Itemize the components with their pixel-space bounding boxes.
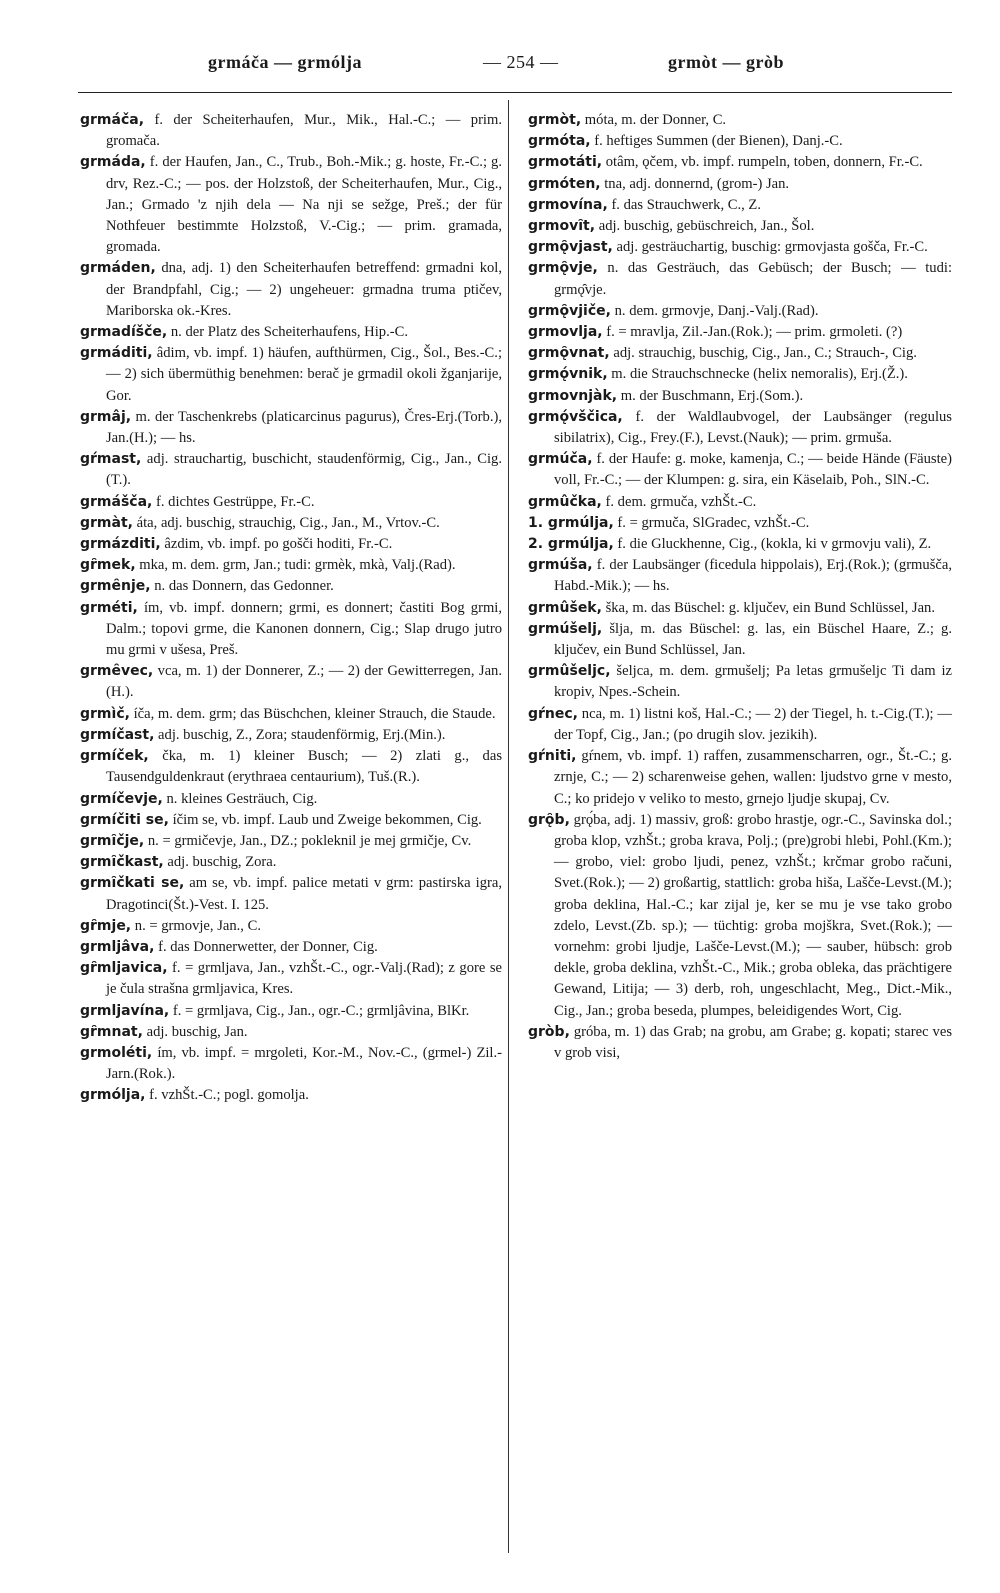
entry-definition: f. heftiges Summen (der Bienen), Danj.-C. [590,133,843,150]
entry-headword: grmovnjàk, [528,387,618,404]
page-header [78,48,952,76]
entry-definition: f. dichtes Gestrüppe, Fr.-C. [152,493,315,510]
entry-headword: grmáča, [80,112,145,128]
header-right-range: grmòt — gròb [668,52,784,72]
dictionary-entry [528,598,952,619]
entry-headword: grmázditi, [80,536,161,553]
entry-definition: n. das Donnern, das Gedonner. [150,578,334,595]
entry-definition: íčim se, vb. impf. Laub und Zweige bekommen, Cig. [168,811,482,828]
entry-headword: grmòt, [528,112,582,128]
entry-headword: grmáda, [80,154,146,171]
entry-definition: âdim, vb. impf. 1) häufen, aufthürmen, Cig., Šol., Bes.-C.; — 2) sich übermüthig benehmen: berač je grmadil okoli žganjarije, Gor. [106,345,502,404]
entry-definition: vca, m. 1) der Donnerer, Z.; — 2) der Gewitterregen, Jan.(H.). [106,663,502,701]
entry-headword: grméti, [80,599,138,616]
entry-definition: móta, m. der Donner, C. [581,112,727,128]
entry-definition: f. = grmuča, SlGradec, vzhŠt.-C. [613,514,810,531]
entry-headword: 1. grmúlja, [528,514,614,531]
entry-headword: grmíčevje, [80,790,163,807]
entry-headword: grmàt, [80,514,133,531]
dictionary-entry [528,343,952,364]
entry-headword: grmóta, [528,133,591,150]
entry-headword: 2. grmúlja, [528,536,614,553]
entry-definition: âzdim, vb. impf. po gošči hoditi, Fr.-C. [160,536,393,553]
entry-headword: grmûčka, [528,493,602,510]
right-column [528,110,952,1064]
entry-headword: grmȋčkati se, [80,875,185,892]
entry-definition: f. dem. grmuča, vzhŠt.-C. [601,493,757,510]
entry-headword: grmovína, [528,196,608,213]
header-rule [78,92,952,93]
entry-definition: čka, m. 1) kleiner Busch; — 2) zlati g., das Tausendguldenkraut (erythraea centaurium), Tuš.(R.). [106,748,502,786]
dictionary-entry [528,364,952,385]
entry-headword: grmúša, [528,557,593,574]
dictionary-entry [528,322,952,343]
entry-headword: gȓmje, [80,917,132,934]
entry-definition: íča, m. dem. grm; das Büschchen, kleiner Strauch, die Staude. [129,705,496,722]
entry-definition: ška, m. das Büschel: g. ključev, ein Bund Schlüssel, Jan. [601,599,935,616]
entry-headword: gȓmljavica, [80,960,168,977]
entry-headword: grmovlja, [528,324,603,341]
entry-definition: f. die Gluckhenne, Cig., (kokla, ki v grmovju vali), Z. [613,536,932,553]
dictionary-entry [528,661,952,703]
dictionary-entry [80,873,502,915]
entry-definition: f. der Haufe: g. moke, kamenja, C.; — beide Hände (Fäuste) voll, Fr.-C.; — der Klumpen: g. sira, ein Käselaib, Poh., SlN.-C. [554,451,952,489]
dictionary-entry [80,831,502,852]
entry-definition: šlja, m. das Büschel: g. las, ein Büschel Haare, Z.; g. ključev, ein Bund Schlüssel, Jan. [554,620,952,659]
dictionary-entry [80,449,502,491]
entry-definition: f. der Scheiterhaufen, Mur., Mik., Hal.-C.; — prim. gromača. [106,112,502,150]
entry-headword: grmíček, [80,748,149,765]
entry-definition: n. dem. grmovje, Danj.-Valj.(Rad). [610,302,819,319]
dictionary-entry [80,746,502,788]
entry-definition: f. = grmljava, Jan., vzhŠt.-C., ogr.-Valj.(Rad); z gore se je čula strašna grmljavica, Kres. [106,960,502,998]
entry-headword: grmadíšče, [80,324,168,341]
entry-headword: gŕniti, [528,748,577,765]
entry-definition: f. das Strauchwerk, C., Z. [607,196,761,213]
dictionary-entry [80,937,502,958]
entry-definition: am se, vb. impf. palice metati v grm: pastirska igra, Dragotinci(Št.)-Vest. I. 125. [106,875,502,913]
entry-definition: dna, adj. 1) den Scheiterhaufen betreffend: grmadni kol, der Brandpfahl, Cig.; — 2) ungeheuer: grmadna truma ptičev, Mariborska ok.-Kres. [106,260,502,319]
entry-definition: áta, adj. buschig, strauchig, Cig., Jan., M., Vrtov.-C. [132,514,440,531]
entry-headword: grmȋčkast, [80,854,164,871]
entry-headword: grmáditi, [80,345,153,362]
entry-definition: f. der Haufen, Jan., C., Trub., Boh.-Mik.; g. hoste, Fr.-C.; g. drv, Rez.-C.; — pos. der Holzstoß, der Scheiterhaufen, Mur., Cig., Jan.; Grmado 'z njih dela — Na nji se sežge, Preš.; der für Nothfeuer bestimmte Holzstoß, V.-Cig.; — prim. gramada, gromada. [106,154,502,256]
dictionary-entry [80,598,502,662]
entry-definition: grǫ́ba, adj. 1) massiv, groß: grobo hrastje, ogr.-C., Savinska dol.; groba klop, vzhŠt.; groba krava, Polj.; (pre)grobi hlebi, Pohl.(Km.); — grobo, viel: grobo ljudi, penez, vzhŠt.; krčmar grobo računi, Svet.(Rok.); — 2) großartig, stattlich: groba hiša, Lašče-Levst.(M.); groba deklina, Hal.-C.; kar zijal je, ker se mu je vse tako grobo zdelo, Levst.(Zb. sp.); — tüchtig: groba mojškra, Svet.(Rok.); — vornehm: grobi ljudje, Lašče-Levst.(M.); — sauber, hübsch: grob dekle, groba deklina, vzhŠt.-C., Mik.; groba obleka, das prächtigere Gewand, Litija; — 3) derb, roh, ungeschlacht, Meg., Dict.-Mik., Cig., Jan.; groba beseda, plumpes, beleidigendes Wort, Cig. [554,811,952,1019]
entry-definition: n. kleines Gesträuch, Cig. [162,790,318,807]
dictionary-entry [80,343,502,407]
dictionary-entry [80,852,502,873]
entry-definition: adj. buschig, gebüschreich, Jan., Šol. [595,218,815,235]
dictionary-entry [528,449,952,491]
dictionary-entry [80,704,502,725]
entry-definition: šeljca, m. dem. grmušelj; Pa letas grmušeljc Ti dam iz kropiv, Npes.-Schein. [554,663,952,701]
entry-definition: f. das Donnerwetter, der Donner, Cig. [154,938,378,955]
dictionary-entry [528,195,952,216]
dictionary-entry [528,492,952,513]
dictionary-entry [528,301,952,322]
dictionary-entry [80,322,502,343]
entry-headword: grmȋčje, [80,832,145,849]
dictionary-entry [80,1001,502,1022]
left-column [80,110,502,1107]
entry-definition: adj. buschig, Jan. [142,1023,248,1040]
dictionary-entry [80,789,502,810]
entry-headword: grǫ̑b, [528,811,570,828]
dictionary-entry [80,555,502,576]
entry-definition: adj. gesträuchartig, buschig: grmovjasta gošča, Fr.-C. [612,239,928,256]
dictionary-entry [80,1022,502,1043]
entry-definition: n. = grmovje, Jan., C. [131,917,261,934]
column-divider [508,100,509,1553]
entry-definition: f. der Laubsänger (ficedula hippolais), Erj.(Rok.); (grmušča, Habd.-Mik.); — hs. [554,557,952,595]
entry-headword: grmášča, [80,493,153,510]
entry-headword: grmóten, [528,175,601,192]
dictionary-entry [528,513,952,534]
entry-headword: grmǫ́vnik, [528,366,608,383]
entry-headword: grmǫ́vščica, [528,408,623,425]
entry-headword: grmǫ̑vjiče, [528,302,611,319]
entry-definition: otâm, ǫčem, vb. impf. rumpeln, toben, donnern, Fr.-C. [602,154,923,171]
entry-headword: grmȇvec, [80,663,154,680]
entry-definition: n. der Platz des Scheiterhaufens, Hip.-C. [167,324,408,341]
entry-headword: grmâj, [80,408,132,425]
entry-headword: grmúča, [528,451,593,468]
entry-headword: gròb, [528,1023,570,1040]
dictionary-entry [80,407,502,449]
entry-headword: gŕnec, [528,705,579,722]
entry-definition: m. der Buschmann, Erj.(Som.). [617,387,804,404]
dictionary-entry [80,258,502,322]
dictionary-entry [80,810,502,831]
entry-definition: ím, vb. impf. = mrgoleti, Kor.-M., Nov.-C., (grmel-) Zil.-Jarn.(Rok.). [106,1044,502,1083]
entry-headword: gȓmek, [80,557,136,574]
entry-definition: ím, vb. impf. donnern; grmi, es donnert; častiti Bog grmi, Dalm.; topovi grme, die Kanonen donnern, Cig.; Slap drugo jutro mu grmi v ušesa, Preš. [106,599,502,659]
entry-headword: grmǫ̑vnat, [528,345,610,362]
entry-headword: grmǫ̑vjast, [528,239,613,256]
dictionary-entry [528,810,952,1022]
dictionary-entry [528,174,952,195]
dictionary-entry [528,237,952,258]
dictionary-entry [80,110,502,152]
header-left-range: grmáča — grmólja [208,52,362,72]
dictionary-entry [528,704,952,746]
entry-headword: grmotáti, [528,154,603,171]
dictionary-entry [80,513,502,534]
dictionary-entry [80,916,502,937]
dictionary-entry [528,110,952,131]
entry-definition: f. der Waldlaubvogel, der Laubsänger (regulus sibilatrix), Cig., Frey.(F.), Levst.(Nauk); — prim. grmuša. [554,408,952,447]
dictionary-entry [528,386,952,407]
entry-definition: gróba, m. 1) das Grab; na grobu, am Grabe; g. kopati; starec ves v grob visi, [554,1023,952,1061]
entry-definition: mka, m. dem. grm, Jan.; tudi: grmèk, mkà, Valj.(Rad). [135,557,456,574]
entry-definition: f. = grmljava, Cig., Jan., ogr.-C.; grmljâvina, BlKr. [169,1002,470,1019]
dictionary-entry [80,958,502,1000]
entry-definition: n. = grmičevje, Jan., DZ.; pokleknil je mej grmičje, Cv. [144,832,472,849]
dictionary-entry [528,619,952,661]
entry-headword: grmáden, [80,260,156,277]
entry-headword: grmûšek, [528,599,602,616]
entry-definition: adj. strauchartig, buschicht, staudenförmig, Cig., Jan., Cig.(T.). [106,451,502,489]
dictionary-entry [528,1022,952,1064]
entry-headword: gŕmast, [80,451,142,468]
entry-headword: grmìč, [80,705,130,722]
entry-headword: grmljavína, [80,1002,170,1019]
entry-headword: grmûšeljc, [528,663,611,680]
dictionary-entry [528,216,952,237]
dictionary-entry [528,258,952,300]
dictionary-entry [80,152,502,258]
dictionary-entry [80,576,502,597]
entry-definition: n. das Gesträuch, das Gebüsch; der Busch; — tudi: grmǫ̑vje. [554,260,952,298]
dictionary-entry [80,492,502,513]
dictionary-entry [80,725,502,746]
dictionary-entry [528,555,952,597]
entry-headword: grmúšelj, [528,620,603,637]
entry-definition: m. der Taschenkrebs (platicarcinus pagurus), Čres-Erj.(Torb.), Jan.(H.); — hs. [106,408,502,447]
entry-headword: grmíčiti se, [80,811,169,828]
entry-headword: grmljâva, [80,938,155,955]
entry-headword: grmȇnje, [80,578,151,595]
dictionary-entry [528,746,952,810]
dictionary-entry [80,534,502,555]
entry-definition: tna, adj. donnernd, (grom-) Jan. [600,175,790,192]
entry-headword: grmíčast, [80,726,155,743]
entry-definition: m. die Strauchschnecke (helix nemoralis), Erj.(Ž.). [607,366,908,383]
page-number: — 254 — [483,52,559,72]
entry-definition: adj. strauchig, buschig, Cig., Jan., C.; Strauch-, Cig. [609,345,917,362]
dictionary-entry [528,534,952,555]
entry-headword: grmólja, [80,1087,146,1104]
entry-definition: adj. buschig, Zora. [163,854,277,871]
entry-definition: nca, m. 1) listni koš, Hal.-C.; — 2) der Tiegel, h. t.-Cig.(T.); — der Topf, Cig., Jan.; (po drugih slov. jezikih). [554,705,952,743]
entry-definition: adj. buschig, Z., Zora; staudenförmig, Erj.(Min.). [154,726,446,743]
dictionary-entry [80,1085,502,1106]
entry-headword: gȓmnat, [80,1023,143,1040]
entry-definition: f. vzhŠt.-C.; pogl. gomolja. [145,1087,309,1104]
entry-headword: grmoléti, [80,1044,153,1061]
dictionary-entry [528,407,952,449]
dictionary-entry [80,1043,502,1085]
dictionary-entry [80,661,502,703]
entry-headword: grmǫ̑vje, [528,260,598,277]
dictionary-entry [528,131,952,152]
dictionary-entry [528,152,952,173]
entry-definition: f. = mravlja, Zil.-Jan.(Rok.); — prim. grmoleti. (?) [602,324,903,341]
entry-headword: grmovȋt, [528,218,596,235]
entry-definition: gŕnem, vb. impf. 1) raffen, zusammenscharren, ogr., Št.-C.; g. zrnje, C.; — 2) scharenweise gehen, wallen: ljudstvo grne v mesto, C.; ko pridejo v veliko to mesto, grnejo ljudje skupaj, Cv. [554,748,952,807]
